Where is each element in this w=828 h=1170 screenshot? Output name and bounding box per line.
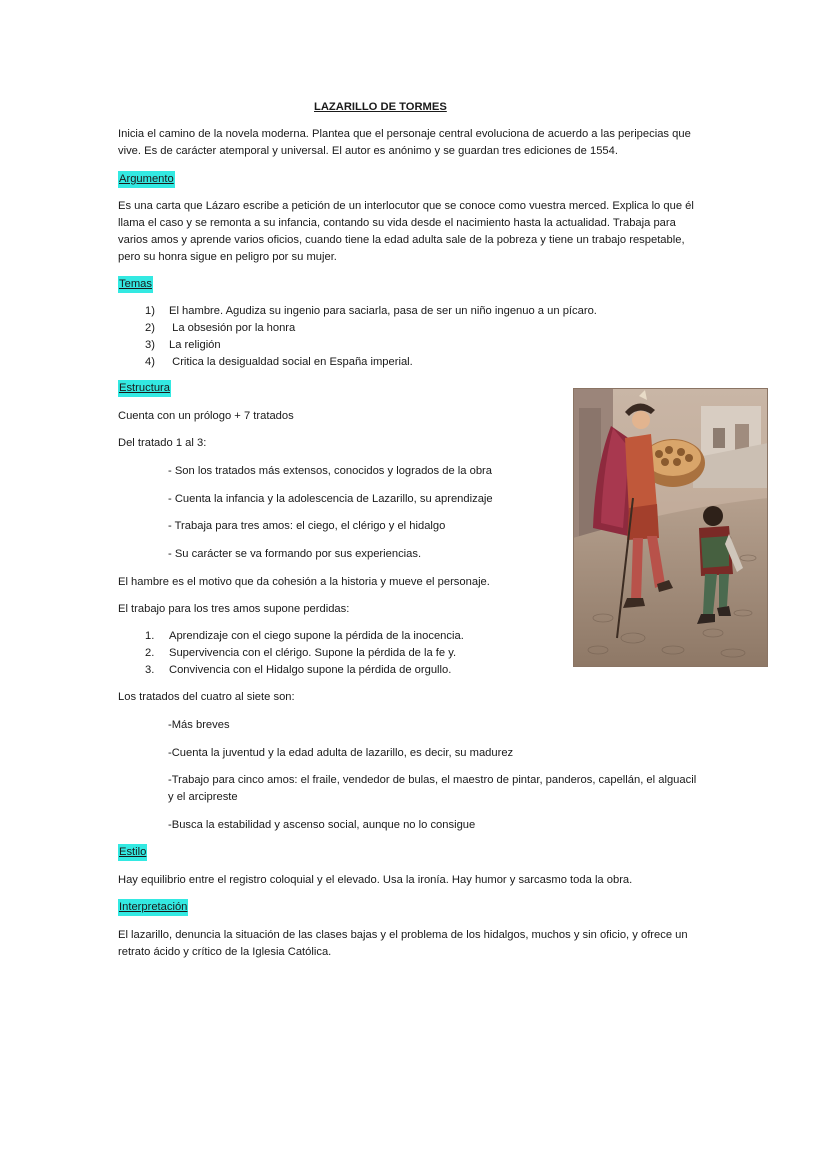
tratados-4-7-bullet-4: -Busca la estabilidad y ascenso social, aunque no lo consigue <box>168 819 476 831</box>
intro-line-1: Inicia el camino de la novela moderna. Plantea que el personaje central evoluciona de acuerdo a las peripecias que <box>118 128 691 140</box>
lazarillo-illustration <box>573 388 768 667</box>
temas-item-number: 1) <box>145 305 155 317</box>
perdidas-item-number: 3. <box>145 664 155 676</box>
temas-item-1 <box>145 303 597 320</box>
temas-item-number: 2) <box>145 322 155 334</box>
temas-item-2 <box>145 320 295 337</box>
heading-temas: Temas <box>118 276 153 293</box>
estilo-text: Hay equilibrio entre el registro coloquial y el elevado. Usa la ironía. Hay humor y sarcasmo toda la obra. <box>118 874 633 886</box>
tratados-1-3-bullet-1: - Son los tratados más extensos, conocidos y logrados de la obra <box>168 465 492 477</box>
perdidas-item-2 <box>145 645 456 662</box>
temas-item-number: 3) <box>145 339 155 351</box>
estructura-p2: Del tratado 1 al 3: <box>118 437 207 449</box>
tratados-1-3-bullet-2: - Cuenta la infancia y la adolescencia de Lazarillo, su aprendizaje <box>168 493 493 505</box>
heading-argumento: Argumento <box>118 171 175 188</box>
heading-estructura: Estructura <box>118 380 171 397</box>
estructura-p5: Los tratados del cuatro al siete son: <box>118 691 295 703</box>
temas-item-number: 4) <box>145 356 155 368</box>
interpretacion-line-1: El lazarillo, denuncia la situación de las clases bajas y el problema de los hidalgos, muchos y sin oficio, y ofrece un <box>118 929 688 941</box>
temas-item-text: El hambre. Agudiza su ingenio para saciarla, pasa de ser un niño ingenuo a un pícaro. <box>169 305 597 317</box>
perdidas-item-3 <box>145 662 451 679</box>
heading-estilo: Estilo <box>118 844 147 861</box>
tratados-1-3-bullet-4: - Su carácter se va formando por sus experiencias. <box>168 548 422 560</box>
temas-item-text: La obsesión por la honra <box>169 322 296 334</box>
temas-item-text: Critica la desigualdad social en España imperial. <box>169 356 413 368</box>
heading-interpretacion: Interpretación <box>118 899 188 916</box>
tratados-1-3-bullet-3: - Trabaja para tres amos: el ciego, el clérigo y el hidalgo <box>168 520 446 532</box>
perdidas-item-text: Aprendizaje con el ciego supone la pérdida de la inocencia. <box>169 630 464 642</box>
interpretacion-line-2: retrato ácido y crítico de la Iglesia Católica. <box>118 946 332 958</box>
perdidas-item-text: Convivencia con el Hidalgo supone la pérdida de orgullo. <box>169 664 452 676</box>
tratados-4-7-bullet-3-cont: y el arcipreste <box>168 791 238 803</box>
perdidas-item-number: 1. <box>145 630 155 642</box>
argumento-line-1: Es una carta que Lázaro escribe a petición de un interlocutor que se conoce como vuestra merced. Explica lo que él <box>118 200 694 212</box>
perdidas-item-number: 2. <box>145 647 155 659</box>
argumento-line-4: pero su honra sigue en peligro por su mujer. <box>118 251 337 263</box>
perdidas-item-text: Supervivencia con el clérigo. Supone la pérdida de la fe y. <box>169 647 457 659</box>
argumento-line-3: varios amos y aprende varios oficios, cuando tiene la edad adulta sale de la pobreza y tiene un trabajo respetable, <box>118 234 685 246</box>
estructura-p1: Cuenta con un prólogo + 7 tratados <box>118 410 294 422</box>
estructura-p4: El trabajo para los tres amos supone perdidas: <box>118 603 350 615</box>
estructura-p3: El hambre es el motivo que da cohesión a la historia y mueve el personaje. <box>118 576 490 588</box>
intro-line-2: vive. Es de carácter atemporal y universal. El autor es anónimo y se guardan tres ediciones de 1554. <box>118 145 618 157</box>
argumento-line-2: llama el caso y se remonta a su infancia, contando su vida desde el nacimiento hasta la actualidad. Trabaja para <box>118 217 676 229</box>
perdidas-item-1 <box>145 628 464 645</box>
tratados-4-7-bullet-1: -Más breves <box>168 719 230 731</box>
tratados-4-7-bullet-3: -Trabajo para cinco amos: el fraile, vendedor de bulas, el maestro de pintar, panderos, capellán, el alguacil <box>168 774 697 786</box>
temas-item-text: La religión <box>169 339 221 351</box>
temas-item-3 <box>145 337 221 354</box>
document-title: LAZARILLO DE TORMES <box>314 101 447 113</box>
tratados-4-7-bullet-2: -Cuenta la juventud y la edad adulta de lazarillo, es decir, su madurez <box>168 747 514 759</box>
temas-item-4 <box>145 354 413 371</box>
